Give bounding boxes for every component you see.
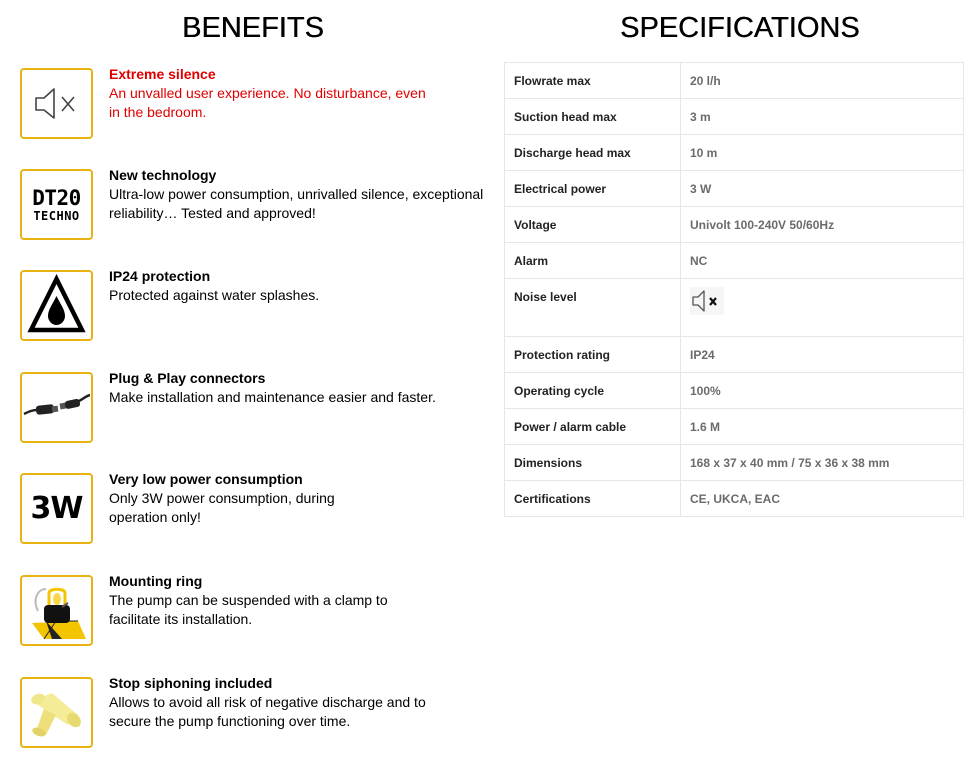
speaker-muted-icon [20, 68, 93, 139]
benefit-text: An unvalled user experience. No disturbance, even in the bedroom. [109, 85, 426, 120]
benefit-title: Plug & Play connectors [109, 370, 266, 386]
3w-icon-label: 3W [30, 491, 83, 526]
benefit-plug-and-play [20, 372, 490, 444]
benefit-new-technology [20, 169, 490, 241]
spec-value: NC [681, 243, 964, 279]
table-row [505, 409, 964, 445]
spec-label: Voltage [505, 207, 681, 243]
spec-value: 100% [681, 373, 964, 409]
spec-label: Dimensions [505, 445, 681, 481]
table-row [505, 337, 964, 373]
table-row [505, 279, 964, 337]
benefit-extreme-silence [20, 68, 490, 140]
benefit-title: Very low power consumption [109, 471, 303, 487]
benefit-text: Allows to avoid all risk of negative discharge and to secure the pump functioning over time. [109, 694, 426, 729]
spec-value [681, 279, 964, 337]
spec-value: IP24 [681, 337, 964, 373]
techno-icon-label: TECHNO [33, 208, 80, 223]
spec-label: Flowrate max [505, 63, 681, 99]
spec-label: Noise level [505, 279, 681, 337]
benefit-title: Extreme silence [109, 66, 216, 82]
dt20-techno-icon [20, 169, 93, 240]
table-row [505, 99, 964, 135]
mounting-ring-icon [20, 575, 93, 646]
spec-value: 20 l/h [681, 63, 964, 99]
specifications-table [504, 62, 964, 517]
speaker-muted-icon [690, 287, 724, 315]
spec-value: 1.6 M [681, 409, 964, 445]
benefit-text: Make installation and maintenance easier and faster. [109, 389, 436, 405]
specifications-title: SPECIFICATIONS [620, 12, 860, 44]
table-row [505, 243, 964, 279]
table-row [505, 373, 964, 409]
spec-label: Protection rating [505, 337, 681, 373]
benefit-low-power [20, 473, 490, 545]
spec-label: Operating cycle [505, 373, 681, 409]
spec-label: Certifications [505, 481, 681, 517]
benefit-title: Mounting ring [109, 573, 203, 589]
table-row [505, 445, 964, 481]
spec-label: Power / alarm cable [505, 409, 681, 445]
table-row [505, 481, 964, 517]
benefits-title: BENEFITS [182, 12, 324, 44]
plug-connector-icon [20, 372, 93, 443]
benefit-text: Only 3W power consumption, during operation only! [109, 490, 335, 525]
spec-value: Univolt 100-240V 50/60Hz [681, 207, 964, 243]
benefit-stop-siphoning [20, 677, 490, 749]
spec-value: 3 m [681, 99, 964, 135]
spec-label: Suction head max [505, 99, 681, 135]
3w-icon [20, 473, 93, 544]
benefit-text: Ultra-low power consumption, unrivalled silence, exceptional reliability… Tested and approved! [109, 186, 484, 221]
stop-siphon-icon [20, 677, 93, 748]
spec-value: CE, UKCA, EAC [681, 481, 964, 517]
spec-label: Electrical power [505, 171, 681, 207]
spec-value: 10 m [681, 135, 964, 171]
table-row [505, 171, 964, 207]
table-row [505, 207, 964, 243]
spec-value: 3 W [681, 171, 964, 207]
spec-value: 168 x 37 x 40 mm / 75 x 36 x 38 mm [681, 445, 964, 481]
benefit-ip24-protection [20, 270, 490, 342]
table-row [505, 135, 964, 171]
benefit-title: Stop siphoning included [109, 675, 273, 691]
benefit-title: IP24 protection [109, 268, 211, 284]
benefit-text: The pump can be suspended with a clamp to facilitate its installation. [109, 592, 388, 627]
spec-label: Discharge head max [505, 135, 681, 171]
dt20-icon-label: DT20 [32, 185, 81, 210]
benefit-text: Protected against water splashes. [109, 287, 320, 303]
table-row [505, 63, 964, 99]
spec-label: Alarm [505, 243, 681, 279]
benefit-mounting-ring [20, 575, 490, 647]
benefit-title: New technology [109, 167, 217, 183]
water-drop-warning-icon [20, 270, 93, 341]
